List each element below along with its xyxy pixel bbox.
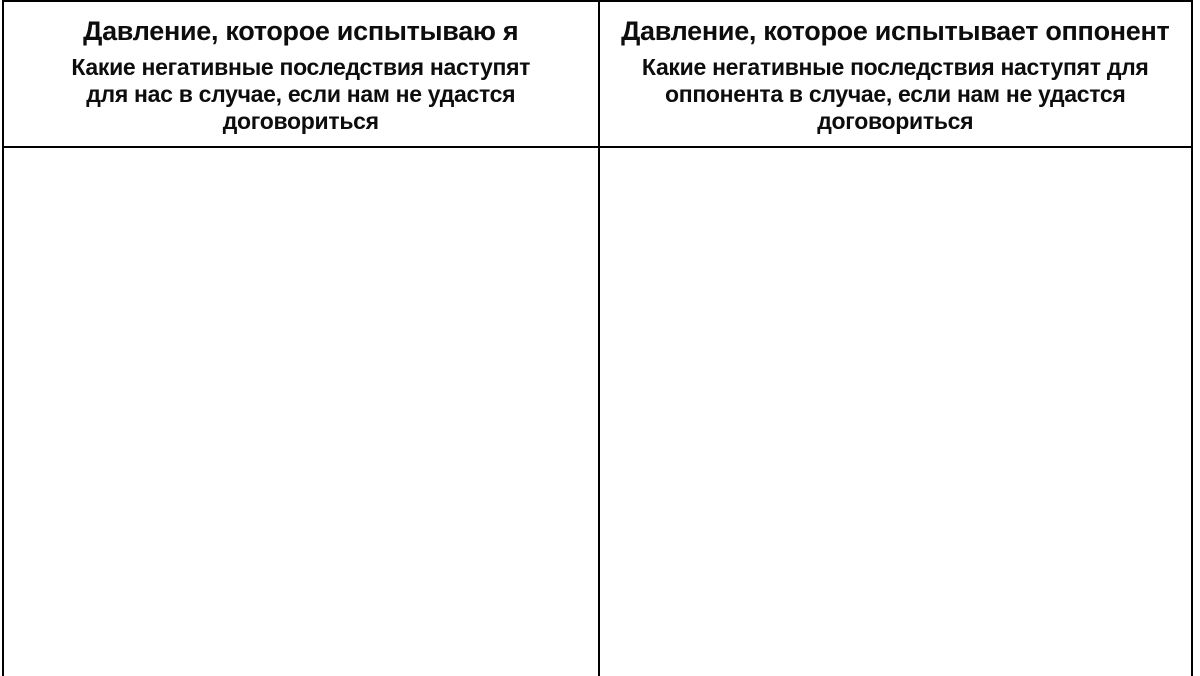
column-subtitle-opponent: Какие негативные последствия наступят для оппонента в случае, если нам не удастся договориться [641,53,1149,134]
header-cell-opponent-pressure [598,2,1192,148]
pressure-comparison-table [2,0,1193,676]
body-cell-self-pressure [4,148,598,676]
column-title-self: Давление, которое испытываю я [83,16,519,46]
header-cell-self-pressure [4,2,598,148]
column-subtitle-self: Какие негативные последствия наступят для нас в случае, если нам не удастся договориться [71,53,531,134]
body-cell-opponent-pressure [598,148,1192,676]
column-title-opponent: Давление, которое испытывает оппонент [621,16,1170,46]
